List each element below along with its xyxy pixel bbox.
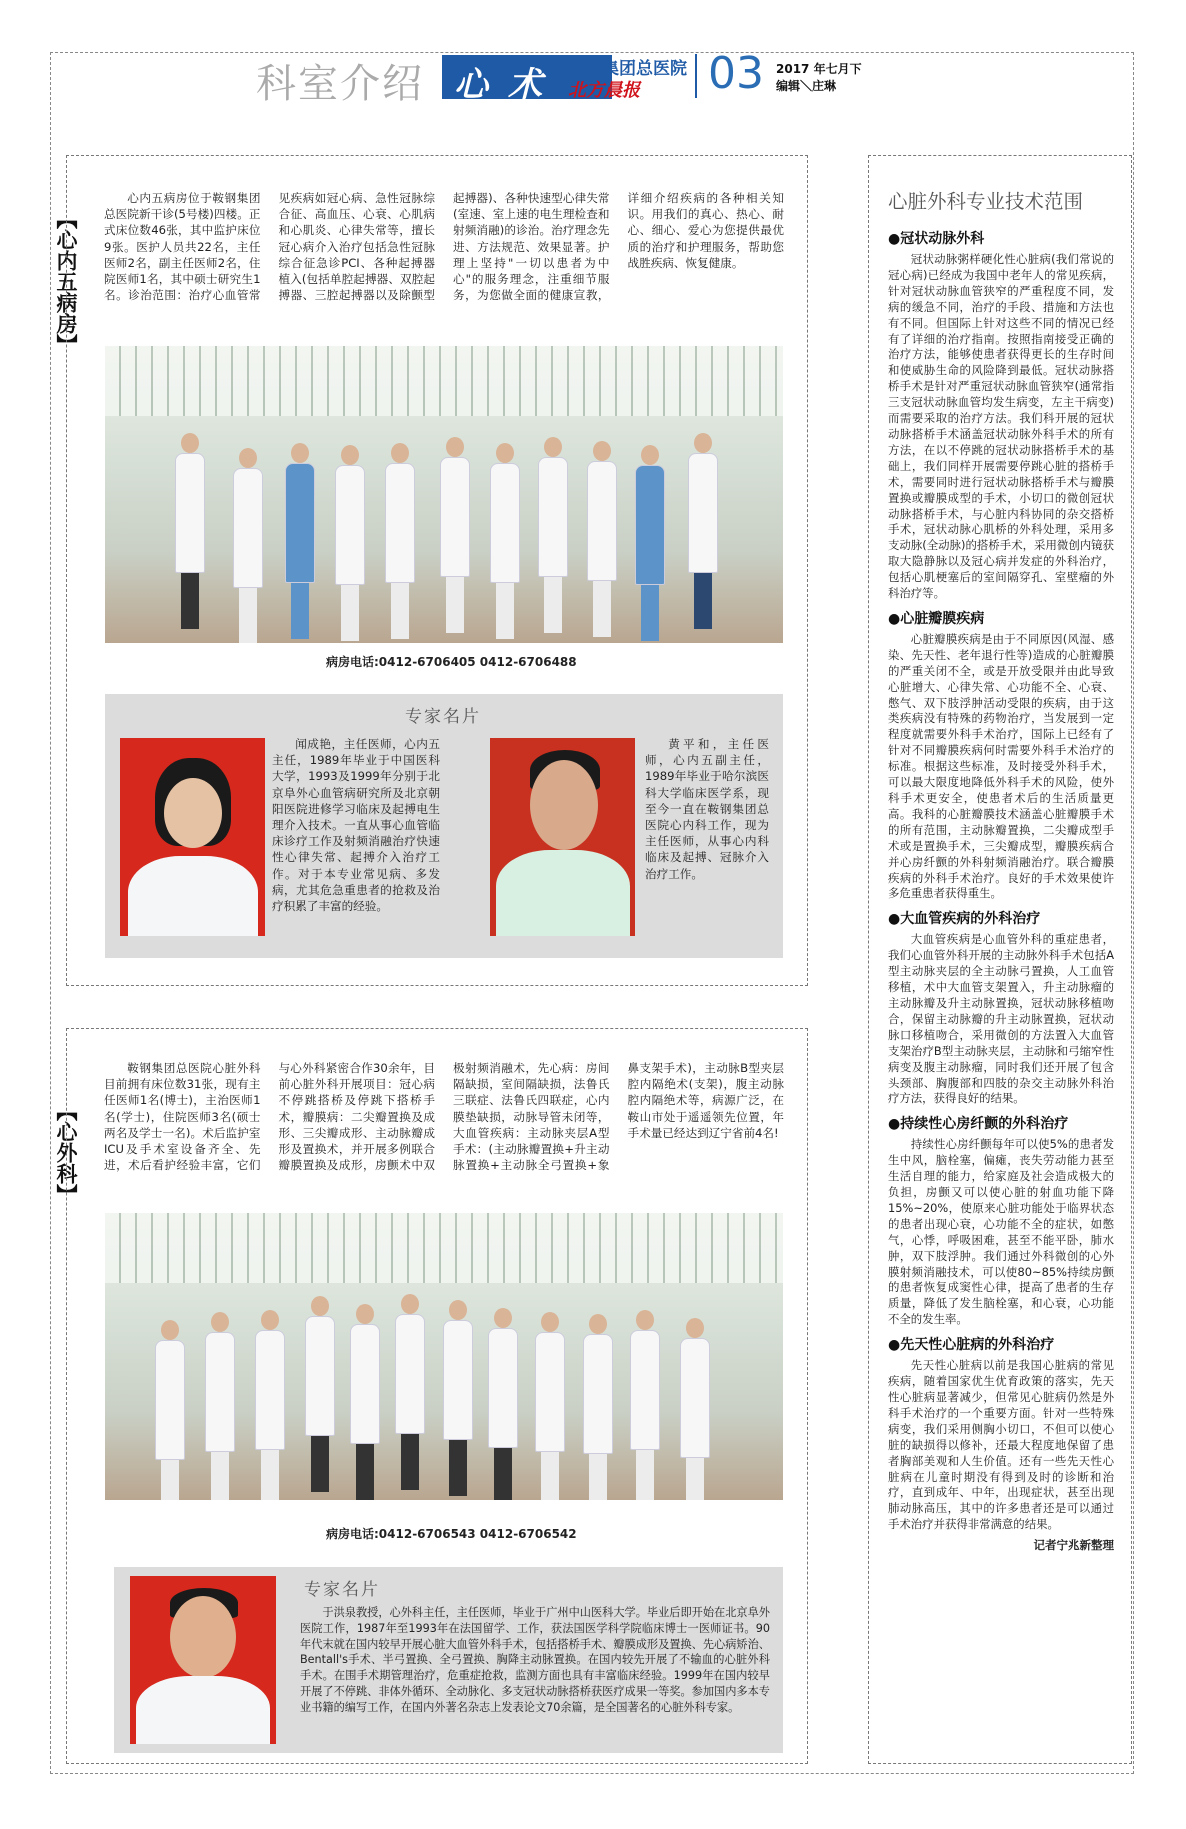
ward5-phone: 病房电话:0412-6706405 0412-6706488 [326, 655, 577, 669]
sidebar-paragraph: 冠状动脉粥样硬化性心脏病(我们常说的冠心病)已经成为我国中老年人的常见疾病，针对冠状动脉血管狭窄的严重程度不同，发病的缓急不同，治疗的手段、措施和方法也有不同。但国际上针对这些不同的情况已经有了详细的治疗指南。按照指南接受正确的治疗方法，能够使患者获得更长的生存时间和使威胁生命的风险降到最低。冠状动脉搭桥手术是针对严重冠状动脉血管狭窄(通常指三支冠状动脉血管均发生病变，左主干病变)而需要采取的治疗方法。我们科开展的冠状动脉搭桥手术涵盖冠状动脉外科手术的所有方法，在以不停跳的冠状动脉搭桥手术的基础上，我们同样开展需要停跳心脏的搭桥手术，需要同时进行冠状动脉搭桥手术与瓣膜置换或瓣膜成型的手术，小切口的微创冠状动脉搭桥手术，与心脏内科协同的杂交搭桥手术，冠状动脉心肌桥的外科处理，采用多支动脉(全动脉)的搭桥手术，采用微创内镜获取大隐静脉以及冠心病并发症的外科治疗，包括心肌梗塞后的室间隔穿孔、室壁瘤的外科治疗等。 [888, 252, 1114, 601]
sidebar-heading: ●心脏瓣膜疾病 [888, 610, 985, 627]
sidebar-section [888, 908, 1114, 1107]
sidebar-section [888, 228, 1114, 602]
sidebar [888, 186, 1114, 1553]
expert-portrait-wen [120, 738, 265, 936]
sidebar-paragraph: 持续性心房纤颤每年可以使5%的患者发生中风，脑栓塞，偏瘫，丧失劳动能力甚至生活自理的能力，给家庭及社会造成极大的负担，房颤又可以使心脏的射血功能下降15%~20%，使原来心脏功能处于临界状态的患者出现心衰，心功能不全的症状，如憋气，心悸，呼吸困难，甚至不能平卧，肺水肿，双下肢浮肿。我们通过外科微创的心外膜射频消融技术，可以使80~85%持续房颤的患者恢复成窦性心律，提高了患者的生存质量，降低了发生脑栓塞，和心衰，心功能不全的发生率。 [888, 1137, 1114, 1327]
logo-text: 心术 [454, 65, 562, 105]
ward5-experts-box [105, 694, 783, 958]
surgery-experts-title: 专家名片 [304, 1580, 380, 1600]
surgery-intro: 鞍钢集团总医院心脏外科目前拥有床位数31张，现有主任医师1名(博士)，主治医师1名(学士)，住院医师3名(硕士两名及学士一名)。术后监护室ICU及手术室设备齐全、先进，术后看护经验丰富，它们与心外科紧密合作30余年，目前心脏外科开展项目：冠心病不停跳搭桥及停跳下搭桥手术，瓣膜病：二尖瓣置换及成形、三尖瓣成形、主动脉瓣成形及置换术，并开展多例联合瓣膜置换及成形，房颤术中双极射频消融术，先心病：房间隔缺损，室间隔缺损，法鲁氏三联症、法鲁氏四联症，心内膜垫缺损，动脉导管未闭等，大血管疾病：主动脉夹层A型手术：(主动脉瓣置换+升主动脉置换+主动脉全弓置换+象鼻支架手术)，主动脉B型夹层腔内隔绝术(支架)，腹主动脉腔内隔绝术等，病源广泛，在鞍山市处于遥遥领先位置，年手术量已经达到辽宁省前4名! [104, 1061, 784, 1173]
section-title: 科室介绍 [256, 61, 424, 107]
sidebar-paragraph: 大血管疾病是心血管外科的重症患者，我们心血管外科开展的主动脉外科手术包括A型主动脉夹层的全主动脉弓置换，人工血管移植，术中大血管支架置入，升主动脉瘤的主动脉瓣及升主动脉置换，冠状动脉移植吻合，保留主动脉瓣的升主动脉置换，冠状动脉口移植吻合，采用微创的方法置入大血管支架治疗B型主动脉夹层，主动脉和弓缩窄性病变及腹主动脉瘤，同时我们还开展了包含头颈部、胸腹部和四肢的杂交主动脉外科治疗方法，获得良好的结果。 [888, 932, 1114, 1106]
hospital-name: 鞍钢集团总医院 [568, 59, 687, 79]
page-number: 03 [708, 48, 764, 99]
surgery-team-photo [105, 1213, 783, 1500]
expert-portrait-yu [130, 1576, 276, 1744]
surgery-phone: 病房电话:0412-6706543 0412-6706542 [326, 1527, 577, 1541]
sidebar-heading: ●先天性心脏病的外科治疗 [888, 1337, 1055, 1354]
sidebar-paragraph: 心脏瓣膜疾病是由于不同原因(风湿、感染、先天性、老年退行性等)造成的心脏瓣膜的严重关闭不全，或是开放受限并由此导致心脏增大、心律失常、心功能不全、心衰、憋气、双下肢浮肿活动受限的疾病，由于这类疾病没有特殊的药物治疗，当发展到一定程度就需要外科手术治疗，国际上已经有了针对不同瓣膜疾病何时需要外科手术治疗的标准。根据这些标准，及时接受外科手术，可以最大限度地降低外科手术的风险，使外科手术更安全，使患者术后的生活质量更高。我科的心脏瓣膜技术涵盖心脏瓣膜手术的所有范围，主动脉瓣置换，二尖瓣成型手术或是置换手术，三尖瓣成型，瓣膜疾病合并心房纤颤的外科射频消融治疗。联合瓣膜疾病的外科手术治疗。良好的手术效果使许多危重患者获得重生。 [888, 631, 1114, 901]
sidebar-heading: ●冠状动脉外科 [888, 231, 985, 247]
sidebar-byline: 记者宁兆新整理 [1033, 1538, 1114, 1553]
ward5-experts-title: 专家名片 [405, 707, 481, 727]
ward5-tag: 【心内五病房】 [54, 208, 79, 355]
newspaper-name: 北方晨报 [568, 80, 640, 101]
sidebar-section [888, 1113, 1114, 1328]
expert-bio-yu: 于洪泉教授，心外科主任，主任医师，毕业于广州中山医科大学。毕业后即开始在北京阜外医院工作，1987年至1993年在法国留学、工作，获法国医学科学院临床博士一医师证书。90年代末就在国内较早开展心脏大血管外科手术，包括搭桥手术、瓣膜成形及置换、先心病矫治、Bentall's手术、半弓置换、全弓置换、胸降主动脉置换。在国内较先开展了不输血的心脏外科手术。在围手术期管理治疗，危重症抢救，监测方面也具有丰富临床经验。1999年在国内较早开展了不停跳、非体外循环、全动脉化、多支冠状动脉搭桥获医疗成果一等奖。参加国内多本专业书籍的编写工作，在国内外著名杂志上发表论文70余篇，是全国著名的心脏外科专家。 [300, 1606, 770, 1714]
issue-date: 2017 年七月下 [776, 62, 862, 76]
sidebar-title: 心脏外科专业技术范围 [888, 190, 1084, 213]
sidebar-heading: ●持续性心房纤颤的外科治疗 [888, 1116, 1069, 1133]
ward5-team-photo [105, 346, 783, 643]
sidebar-section [888, 608, 1114, 902]
masthead-divider [695, 54, 697, 98]
sidebar-heading: ●大血管疾病的外科治疗 [888, 911, 1041, 928]
expert-portrait-huang [490, 738, 635, 936]
surgery-tag: 【心外科】 [54, 1100, 79, 1205]
expert-bio-wen: 闻成艳，主任医师，心内五主任，1989年毕业于中国医科大学，1993及1999年分别于北京阜外心血管病研究所及北京朝阳医院进修学习临床及起搏电生理介入技术。一直从事心血管临床诊疗工作及射频消融治疗快速性心律失常、起搏介入治疗工作。对于本专业常见病、多发病，尤其危急重患者的抢救及治疗积累了丰富的经验。 [272, 737, 440, 914]
ward5-intro: 心内五病房位于鞍钢集团总医院新干诊(5号楼)四楼。正式床位数46张，其中监护床位9张。医护人员共22名，主任医师2名，副主任医师2名，住院医师1名，其中硕士研究生1名。诊治范围：治疗心血管常见疾病如冠心病、急性冠脉综合征、高血压、心衰、心肌病和心肌炎、心律失常等，擅长冠心病介入治疗包括急性冠脉综合征急诊PCI、各种起搏器植入(包括单腔起搏器、双腔起搏器、三腔起搏器以及除颤型起搏器)、各种快速型心律失常(室速、室上速的电生理检查和射频消融)的诊治。治疗理念先进、方法规范、效果显著。护理上坚持"一切以患者为中心"的服务理念，注重细节服务，为您做全面的健康宣教，详细介绍疾病的各种相关知识。用我们的真心、热心、耐心、细心、爱心为您提供最优质的治疗和护理服务，帮助您战胜疾病、恢复健康。 [104, 191, 784, 303]
sidebar-paragraph: 先天性心脏病以前是我国心脏病的常见疾病，随着国家优生优育政策的落实，先天性心脏病显著减少，但常见心脏病仍然是外科手术治疗的一个重要方面。针对一些特殊病变，我们采用侧胸小切口，不但可以使心脏的缺损得以修补，还最大程度地保留了患者胸部美观和人生价值。还有一些先天性心脏病在儿童时期没有得到及时的诊断和治疗，直到成年、中年，出现症状，甚至出现肺动脉高压，其中的许多患者还是可以通过手术治疗并获得非常满意的结果。 [888, 1358, 1114, 1532]
expert-bio-huang: 黄平和，主任医师，心内五副主任，1989年毕业于哈尔滨医科大学临床医学系，现至今一直在鞍钢集团总医院心内科工作，现为主任医师，从事心内科临床及起搏、冠脉介入治疗工作。 [645, 737, 769, 881]
editor-credit: 编辑＼庄琳 [776, 79, 837, 93]
sidebar-section [888, 1334, 1114, 1533]
surgery-experts-box [114, 1567, 783, 1753]
masthead [50, 48, 1134, 107]
